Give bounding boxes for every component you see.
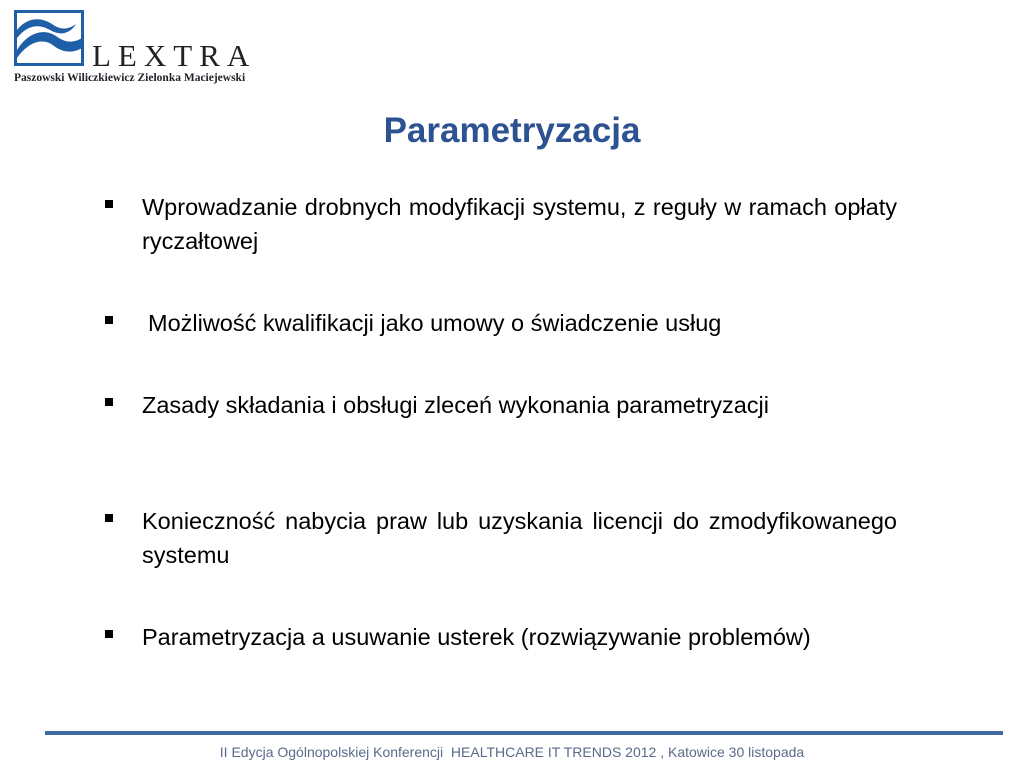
square-bullet-icon	[105, 200, 113, 208]
footer-divider	[45, 731, 1003, 735]
slide-title: Parametryzacja	[383, 111, 641, 150]
logo	[14, 10, 264, 90]
lextra-wave-logo-icon	[14, 10, 84, 66]
footer-text: II Edycja Ogólnopolskiej Konferencji HEALTHCARE IT TRENDS 2012 , Katowice 30 listopada	[219, 744, 805, 760]
square-bullet-icon	[105, 514, 113, 522]
square-bullet-icon	[105, 398, 113, 406]
bullet-text: Parametryzacja a usuwanie usterek (rozwiązywanie problemów)	[142, 624, 811, 650]
bullet-text: Wprowadzanie drobnych modyfikacji systemu, z reguły w ramach opłaty ryczałtowej	[142, 194, 897, 254]
logo-subtitle: Paszowski Wiliczkiewicz Zielonka Maciejewski	[14, 72, 246, 84]
logo-wordmark: LEXTRA	[92, 38, 257, 73]
bullet-text: Zasady składania i obsługi zleceń wykonania parametryzacji	[142, 392, 769, 418]
square-bullet-icon	[105, 316, 113, 324]
bullet-text: Konieczność nabycia praw lub uzyskania licencji do zmodyfikowanego systemu	[142, 508, 897, 568]
square-bullet-icon	[105, 630, 113, 638]
bullet-text: Możliwość kwalifikacji jako umowy o świadczenie usług	[148, 310, 722, 336]
